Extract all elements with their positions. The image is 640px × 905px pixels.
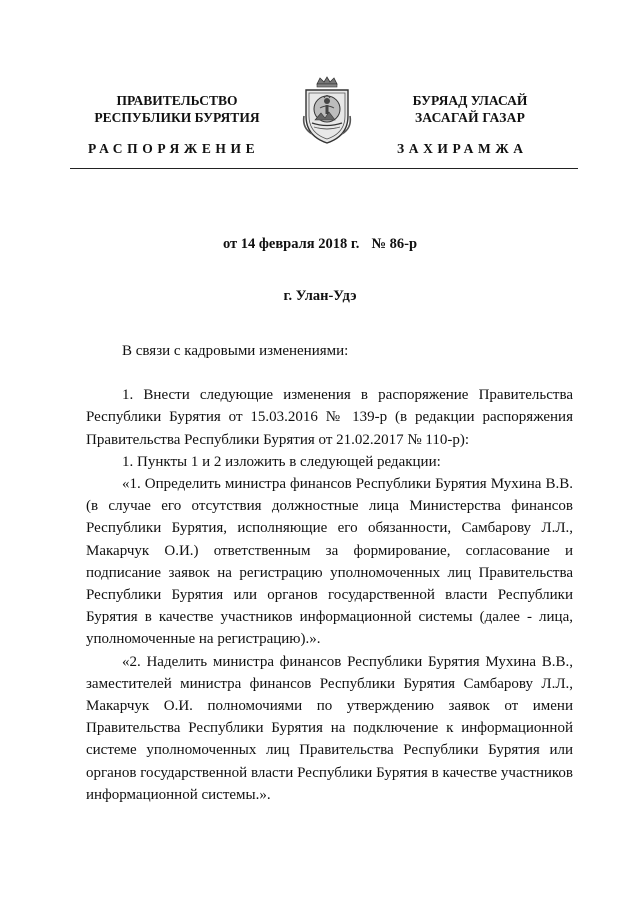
header-right [370,92,570,126]
item-1-1-paragraph: 1. Пункты 1 и 2 изложить в следующей редакции: [122,453,441,470]
document-city: г. Улан-Удэ [283,288,357,304]
header-left-line2: РЕСПУБЛИКИ БУРЯТИЯ [94,110,260,125]
header-right-line2: ЗАСАГАЙ ГАЗАР [414,110,526,125]
document-date: от 14 февраля 2018 г. [222,236,360,252]
header-left [72,92,282,126]
intro-paragraph: В связи с кадровыми изменениями: [122,343,349,359]
paragraph-spacer [86,362,573,384]
document-body [86,340,573,806]
document-kind-right: ЗАХИРАМЖА [397,141,528,156]
document-date-line [0,236,640,253]
document-number: № 86-р [371,236,418,252]
document-kind-left: РАСПОРЯЖЕНИЕ [88,141,260,156]
coat-of-arms-icon [298,76,356,146]
header-divider [70,168,578,169]
quote-1-paragraph: «1. Определить министра финансов Республики Бурятия Мухина В.В. (в случае его отсутствия должностные лица Министерства финансов Республики Бурятия, исполняющие его обязанности, Самбарову Л.Л., Макарчук О.И.) ответственным за формирование, согласование и подписание заявок на регистрацию уполномоченных лиц Правительства Республики Бурятия или органов государственной власти Республики Бурятия в качестве участников информационной системы (далее - лица, уполномоченные на регистрацию).». [86,476,573,648]
quote-2-paragraph: «2. Наделить министра финансов Республики Бурятия Мухина В.В., заместителей министра финансов Республики Бурятия Самбарову Л.Л., Макарчук О.И. полномочиями по утверждению заявок от имени Правительства Республики Бурятия на подключение к информационной системе уполномоченных лиц Правительства Республики Бурятия или органов государственной власти Республики Бурятия в качестве участников информационной системы.». [86,653,573,803]
item-1-paragraph: 1. Внести следующие изменения в распоряжение Правительства Республики Бурятия от 15.03.2016 № 139-р (в редакции распоряжения Правительства Республики Бурятия от 21.02.2017 № 110-р): [86,387,573,448]
header-right-line1: БУРЯАД УЛАСАЙ [412,93,528,108]
header-left-line1: ПРАВИТЕЛЬСТВО [116,93,238,108]
